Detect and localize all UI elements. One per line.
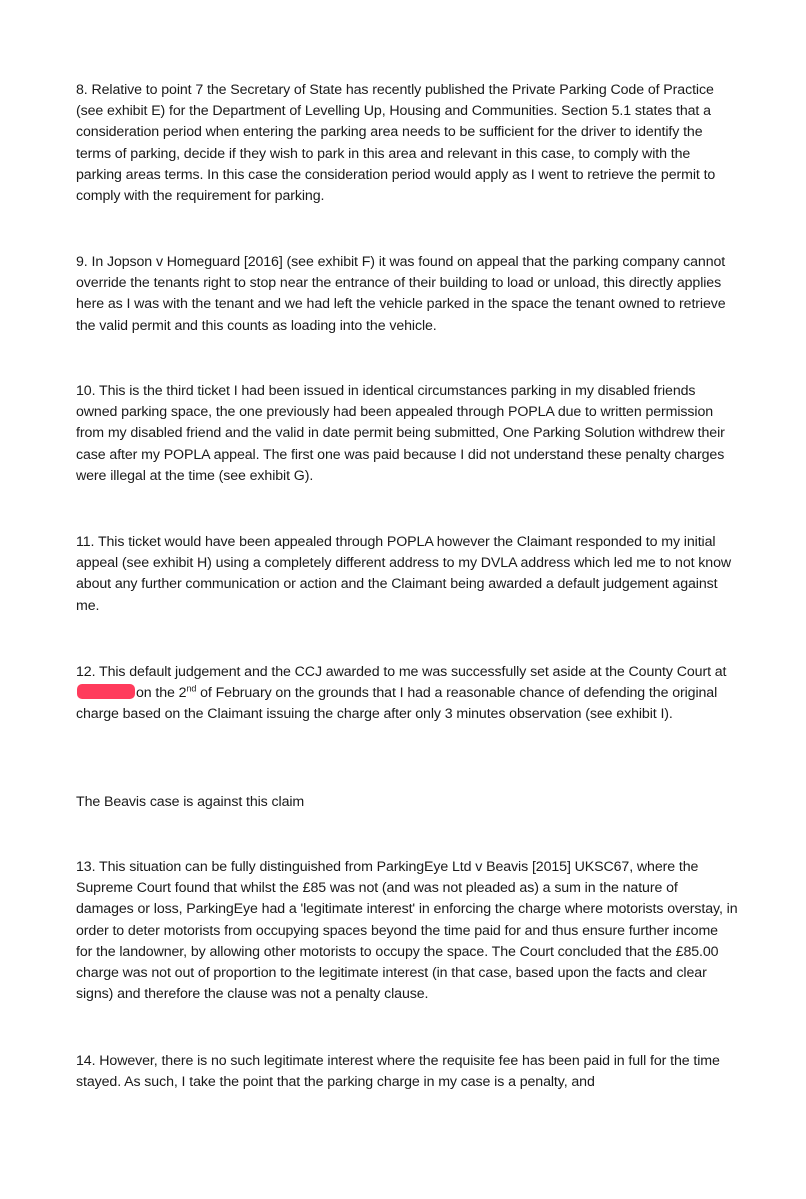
paragraph-12-text-before: 12. This default judgement and the CCJ awarded to me was successfully set aside at the County Court at (76, 664, 727, 680)
redaction-mark (77, 684, 135, 699)
section-heading: The Beavis case is against this claim (76, 794, 305, 810)
paragraph-12 (76, 662, 738, 726)
paragraph-11: 11. This ticket would have been appealed through POPLA however the Claimant responded to my initial appeal (see exhibit H) using a completely different address to my DVLA address which led me to not know about any further communication or action and the Claimant being awarded a default judgement against me. (76, 534, 732, 614)
paragraph-12-text-after: of February on the grounds that I had a reasonable chance of defending the original charge based on the Claimant issuing the charge after only 3 minutes observation (see exhibit I). (76, 685, 718, 723)
paragraph-13: 13. This situation can be fully distinguished from ParkingEye Ltd v Beavis [2015] UKSC67, where the Supreme Court found that whilst the £85 was not (and was not pleaded as) a sum in the nature of damages or loss, ParkingEye had a 'legitimate interest' in enforcing the charge where motorists overstay, in order to deter motorists from occupying spaces beyond the time paid for and thus ensure further income for the landowner, by allowing other motorists to occupy the space. The Court concluded that the £85.00 charge was not out of proportion to the legitimate interest (in that case, based upon the facts and clear signs) and therefore the clause was not a penalty clause. (76, 859, 738, 1003)
paragraph-10: 10. This is the third ticket I had been issued in identical circumstances parking in my disabled friends owned parking space, the one previously had been appealed through POPLA due to written permission from my disabled friend and the valid in date permit being submitted, One Parking Solution withdrew their case after my POPLA appeal. The first one was paid because I did not understand these penalty charges were illegal at the time (see exhibit G). (76, 383, 725, 484)
ordinal-suffix: nd (186, 683, 197, 694)
paragraph-8: 8. Relative to point 7 the Secretary of State has recently published the Private Parking Code of Practice (see exhibit E) for the Department of Levelling Up, Housing and Communities. Section 5.1 states that a consideration period when entering the parking area needs to be sufficient for the driver to identify the terms of parking, decide if they wish to park in this area and relevant in this case, to comply with the parking areas terms. In this case the consideration period would apply as I went to retrieve the permit to comply with the requirement for parking. (76, 82, 716, 205)
paragraph-9: 9. In Jopson v Homeguard [2016] (see exhibit F) it was found on appeal that the parking company cannot override the tenants right to stop near the entrance of their building to load or unload, this directly applies here as I was with the tenant and we had left the vehicle parked in the space the tenant owned to retrieve the valid permit and this counts as loading into the vehicle. (76, 254, 726, 334)
paragraph-12-text-middle: on the 2 (136, 685, 187, 702)
paragraph-14: 14. However, there is no such legitimate interest where the requisite fee has been paid in full for the time stayed. As such, I take the point that the parking charge in my case is a penalty, and (76, 1053, 720, 1091)
